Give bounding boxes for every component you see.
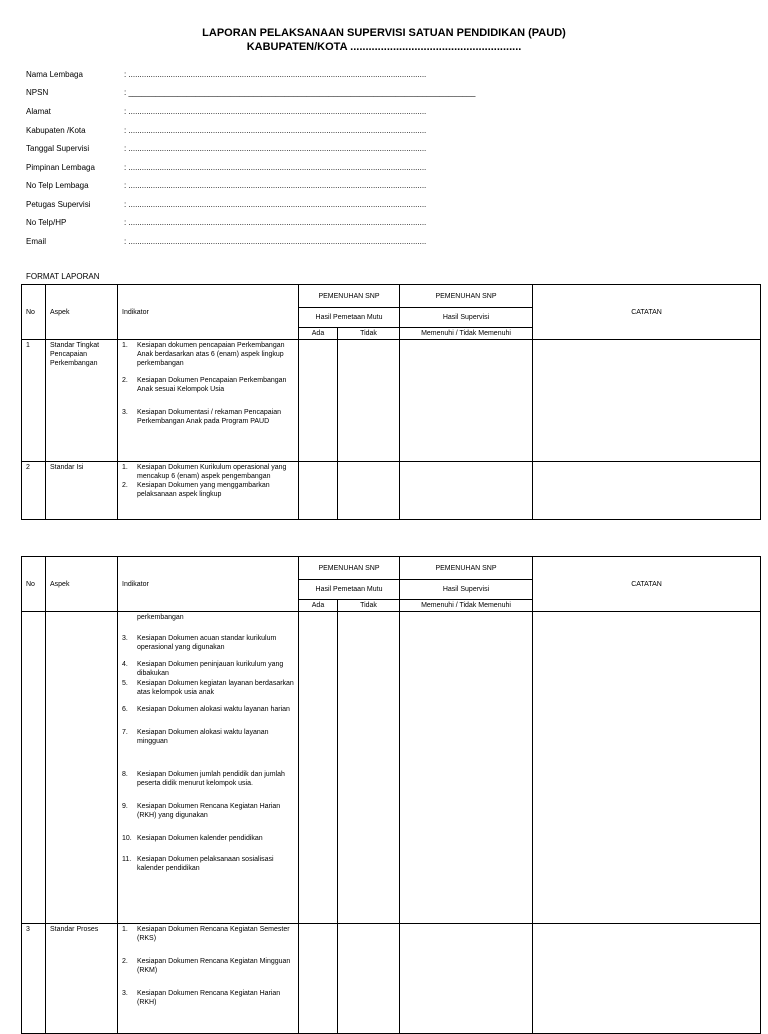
indicator-item: 5. Kesiapan Dokumen kegiatan layanan berdasarkan atas kelompok usia anak bbox=[122, 680, 294, 696]
indicator-item: 1. Kesiapan Dokumen Kurikulum operasional yang mencakup 6 (enam) aspek pengembangan bbox=[122, 464, 287, 480]
row-no bbox=[22, 612, 46, 924]
field-value-nama-lembaga: : ...................................................................................................................................... bbox=[124, 70, 427, 79]
cell-tidak[interactable] bbox=[338, 924, 400, 1034]
header-pemenuhan-snp-supervisi: PEMENUHAN SNP bbox=[400, 285, 533, 308]
indicator-item: 2. Kesiapan Dokumen Rencana Kegiatan Mingguan (RKM) bbox=[122, 958, 291, 974]
indicator-item: 4. Kesiapan Dokumen peninjauan kurikulum yang dibakukan bbox=[122, 661, 284, 677]
row-aspek: Standar Isi bbox=[46, 462, 118, 520]
field-label-kabupaten-kota: Kabupaten /Kota bbox=[26, 126, 86, 135]
indicator-item: 8. Kesiapan Dokumen jumlah pendidik dan jumlah peserta didik menurut kelompok usia. bbox=[122, 771, 285, 787]
header-memenuhi: Memenuhi / Tidak Memenuhi bbox=[400, 328, 533, 340]
field-value-no-telp-hp: : ...................................................................................................................................... bbox=[124, 218, 427, 227]
header-pemenuhan-snp-pemetaan: PEMENUHAN SNP bbox=[299, 557, 400, 580]
format-label: FORMAT LAPORAN bbox=[26, 272, 100, 281]
row-indikator bbox=[118, 340, 299, 462]
header-tidak: Tidak bbox=[338, 600, 400, 612]
report-table-1 bbox=[21, 284, 761, 520]
table-row bbox=[22, 612, 761, 924]
field-value-email: : ...................................................................................................................................... bbox=[124, 237, 427, 246]
header-no: No bbox=[22, 557, 46, 612]
field-label-nama-lembaga: Nama Lembaga bbox=[26, 70, 83, 79]
row-indikator bbox=[118, 612, 299, 924]
header-no: No bbox=[22, 285, 46, 340]
field-value-alamat: : ...................................................................................................................................... bbox=[124, 107, 427, 116]
field-value-pimpinan-lembaga: : ...................................................................................................................................... bbox=[124, 163, 427, 172]
header-catatan: CATATAN bbox=[533, 285, 761, 340]
row-aspek: Standar Proses bbox=[46, 924, 118, 1034]
indicator-item: perkembangan bbox=[137, 614, 184, 621]
cell-catatan[interactable] bbox=[533, 612, 761, 924]
row-aspek bbox=[46, 612, 118, 924]
header-hasil-pemetaan-mutu: Hasil Pemetaan Mutu bbox=[299, 308, 400, 328]
indicator-item: 3. Kesiapan Dokumen acuan standar kurikulum operasional yang digunakan bbox=[122, 635, 277, 651]
cell-tidak[interactable] bbox=[338, 612, 400, 924]
header-aspek: Aspek bbox=[46, 285, 118, 340]
table-row bbox=[22, 924, 761, 1034]
row-no: 2 bbox=[22, 462, 46, 520]
table-row bbox=[22, 340, 761, 462]
indicator-item: 2. Kesiapan Dokumen yang menggambarkan pelaksanaan aspek lingkup bbox=[122, 482, 270, 498]
field-label-tanggal-supervisi: Tanggal Supervisi bbox=[26, 144, 90, 153]
header-tidak: Tidak bbox=[338, 328, 400, 340]
report-title: LAPORAN PELAKSANAAN SUPERVISI SATUAN PENDIDIKAN (PAUD) bbox=[202, 27, 566, 39]
field-value-kabupaten-kota: : ...................................................................................................................................... bbox=[124, 126, 427, 135]
indicator-item: 9. Kesiapan Dokumen Rencana Kegiatan Harian (RKH) yang digunakan bbox=[122, 803, 281, 819]
indicator-item: 3. Kesiapan Dokumentasi / rekaman Pencapaian Perkembangan Anak pada Program PAUD bbox=[122, 409, 281, 425]
header-hasil-supervisi: Hasil Supervisi bbox=[400, 308, 533, 328]
cell-ada[interactable] bbox=[299, 462, 338, 520]
header-hasil-pemetaan-mutu: Hasil Pemetaan Mutu bbox=[299, 580, 400, 600]
field-value-petugas-supervisi: : ...................................................................................................................................... bbox=[124, 200, 427, 209]
header-pemenuhan-snp-supervisi: PEMENUHAN SNP bbox=[400, 557, 533, 580]
header-indikator: Indikator bbox=[118, 285, 299, 340]
cell-tidak[interactable] bbox=[338, 462, 400, 520]
field-value-npsn: : ______________________________________________________________________________ bbox=[124, 88, 476, 97]
header-catatan: CATATAN bbox=[533, 557, 761, 612]
field-label-petugas-supervisi: Petugas Supervisi bbox=[26, 200, 91, 209]
row-no: 3 bbox=[22, 924, 46, 1034]
indicator-item: 10. Kesiapan Dokumen kalender pendidikan bbox=[122, 835, 263, 842]
report-table-2 bbox=[21, 556, 761, 1034]
indicator-item: 3. Kesiapan Dokumen Rencana Kegiatan Harian (RKH) bbox=[122, 990, 281, 1006]
field-label-no-telp-hp: No Telp/HP bbox=[26, 218, 67, 227]
cell-memenuhi[interactable] bbox=[400, 340, 533, 462]
indicator-item: 2. Kesiapan Dokumen Pencapaian Perkembangan Anak sesuai Kelompok Usia bbox=[122, 377, 287, 393]
indicator-item: 11. Kesiapan Dokumen pelaksanaan sosialisasi kalender pendidikan bbox=[122, 856, 274, 872]
indicator-item: 7. Kesiapan Dokumen alokasi waktu layanan mingguan bbox=[122, 729, 269, 745]
field-label-npsn: NPSN bbox=[26, 88, 49, 97]
field-value-no-telp-lembaga: : ...................................................................................................................................... bbox=[124, 181, 427, 190]
cell-ada[interactable] bbox=[299, 924, 338, 1034]
cell-memenuhi[interactable] bbox=[400, 612, 533, 924]
cell-catatan[interactable] bbox=[533, 924, 761, 1034]
header-ada: Ada bbox=[299, 600, 338, 612]
cell-catatan[interactable] bbox=[533, 340, 761, 462]
cell-tidak[interactable] bbox=[338, 340, 400, 462]
cell-ada[interactable] bbox=[299, 340, 338, 462]
field-label-no-telp-lembaga: No Telp Lembaga bbox=[26, 181, 89, 190]
field-label-pimpinan-lembaga: Pimpinan Lembaga bbox=[26, 163, 95, 172]
header-indikator: Indikator bbox=[118, 557, 299, 612]
cell-memenuhi[interactable] bbox=[400, 462, 533, 520]
header-memenuhi: Memenuhi / Tidak Memenuhi bbox=[400, 600, 533, 612]
report-subtitle: KABUPATEN/KOTA ........................................................ bbox=[246, 41, 522, 53]
header-hasil-supervisi: Hasil Supervisi bbox=[400, 580, 533, 600]
field-label-email: Email bbox=[26, 237, 47, 246]
row-no: 1 bbox=[22, 340, 46, 462]
indicator-item: 6. Kesiapan Dokumen alokasi waktu layanan harian bbox=[122, 706, 290, 713]
row-indikator bbox=[118, 924, 299, 1034]
table-row bbox=[22, 462, 761, 520]
cell-ada[interactable] bbox=[299, 612, 338, 924]
indicator-item: 1. Kesiapan dokumen pencapaian Perkembangan Anak berdasarkan atas 6 (enam) aspek lingkup perkembangan bbox=[122, 342, 285, 367]
field-value-tanggal-supervisi: : ...................................................................................................................................... bbox=[124, 144, 427, 153]
indicator-item: 1. Kesiapan Dokumen Rencana Kegiatan Semester (RKS) bbox=[122, 926, 290, 942]
header-ada: Ada bbox=[299, 328, 338, 340]
header-pemenuhan-snp-pemetaan: PEMENUHAN SNP bbox=[299, 285, 400, 308]
field-label-alamat: Alamat bbox=[26, 107, 51, 116]
row-aspek: Standar Tingkat Pencapaian Perkembangan bbox=[46, 340, 118, 462]
header-aspek: Aspek bbox=[46, 557, 118, 612]
row-indikator bbox=[118, 462, 299, 520]
cell-catatan[interactable] bbox=[533, 462, 761, 520]
cell-memenuhi[interactable] bbox=[400, 924, 533, 1034]
